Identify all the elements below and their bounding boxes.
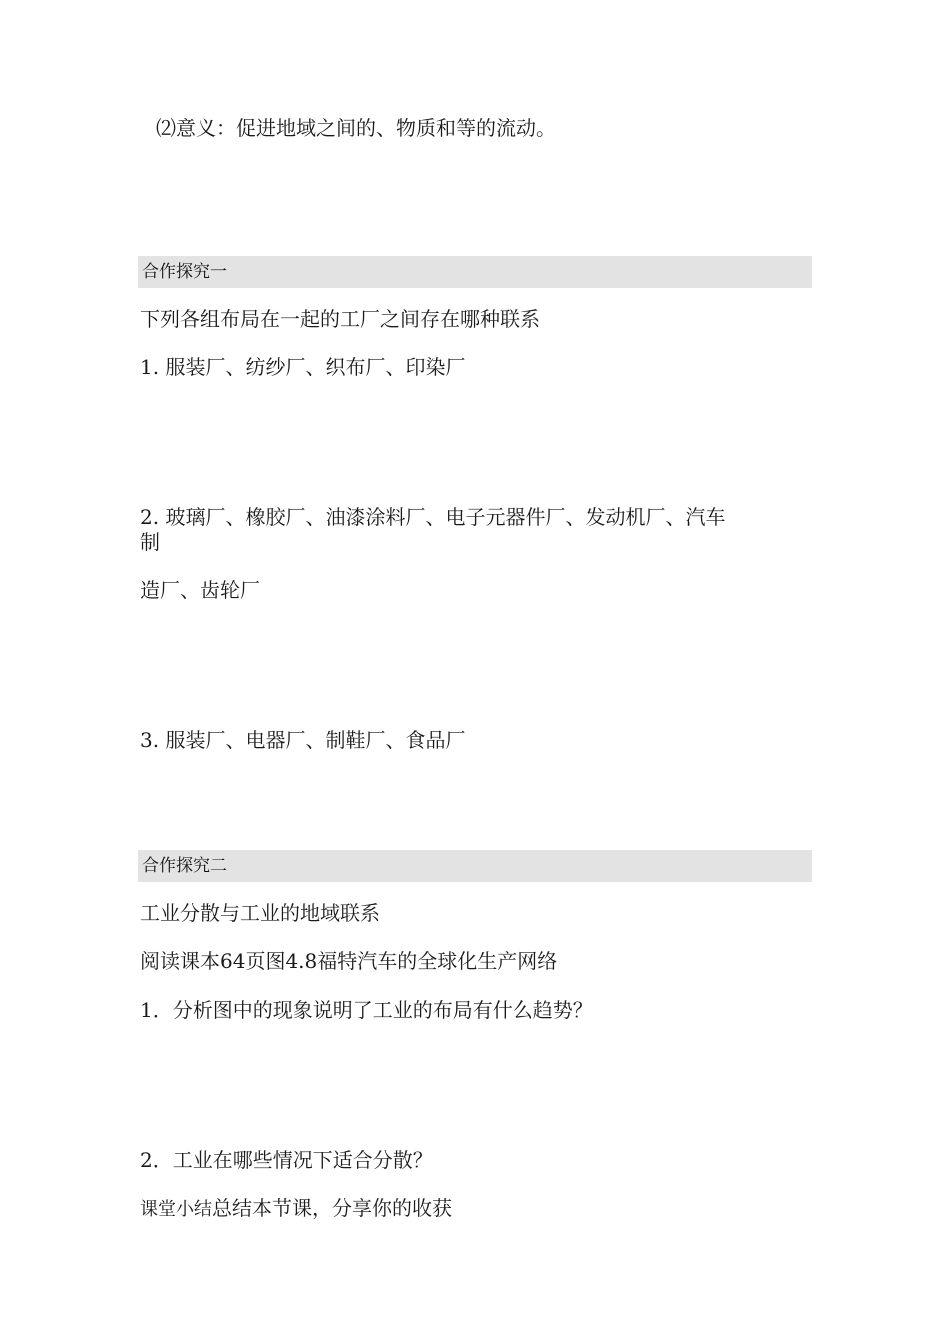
section-header-cooperative-inquiry-1	[138, 256, 812, 288]
question-item-1: 1. 服装厂、纺纱厂、织布厂、印染厂	[140, 355, 466, 379]
reading-instruction: 阅读课本64页图4.8福特汽车的全球化生产网络	[140, 949, 558, 973]
class-summary-label: 课堂小结	[140, 1199, 212, 1220]
question-item-2-line-1: 2. 玻璃厂、橡胶厂、油漆涂料厂、电子元器件厂、发动机厂、汽车	[140, 505, 726, 529]
section2-intro: 工业分散与工业的地域联系	[140, 901, 380, 925]
class-summary	[140, 1196, 452, 1222]
question-item-2-line-3: 造厂、齿轮厂	[140, 578, 260, 602]
meaning-line: ⑵意义：促进地域之间的、物质和等的流动。	[156, 116, 556, 140]
class-summary-text: 总结本节课，分享你的收获	[212, 1196, 452, 1220]
question-item-3: 3. 服装厂、电器厂、制鞋厂、食品厂	[140, 728, 466, 752]
section-title: 合作探究二	[142, 856, 227, 876]
section-title: 合作探究一	[142, 262, 227, 282]
question-item-2-line-2: 制	[140, 530, 160, 554]
section-header-cooperative-inquiry-2	[138, 850, 812, 882]
question-2: 2．工业在哪些情况下适合分散？	[140, 1148, 433, 1172]
section1-intro: 下列各组布局在一起的工厂之间存在哪种联系	[140, 307, 540, 331]
question-1: 1．分析图中的现象说明了工业的布局有什么趋势？	[140, 998, 593, 1022]
